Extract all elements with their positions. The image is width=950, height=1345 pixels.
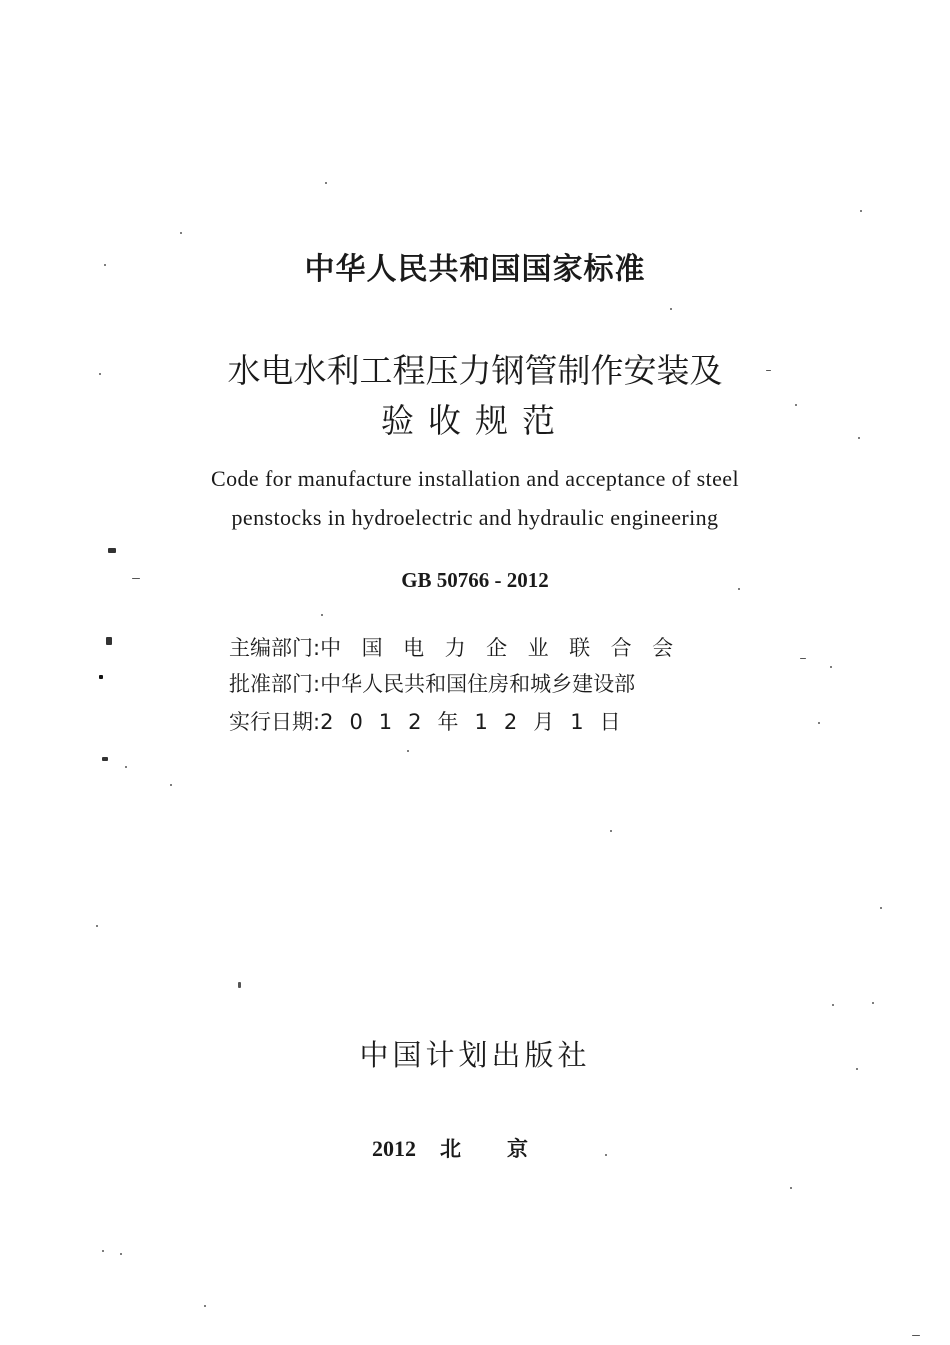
editor-value: 中国电力企业联合会 — [320, 636, 694, 660]
title-zh-line2: 验收规范 — [381, 401, 569, 440]
approver-label: 批准部门: — [229, 672, 321, 696]
approver-row — [229, 668, 635, 698]
editor-label: 主编部门: — [229, 636, 321, 660]
title-en-line2: penstocks in hydroelectric and hydraulic engineering — [231, 505, 719, 530]
effective-date-row — [229, 706, 637, 736]
editor-row — [229, 632, 694, 662]
standard-label: 中华人民共和国国家标准 — [304, 252, 646, 287]
publication-city: 北京 — [440, 1137, 574, 1161]
publication-year: 2012 — [372, 1136, 416, 1161]
publication-line — [372, 1133, 574, 1163]
standard-code: GB 50766 - 2012 — [401, 568, 549, 592]
approver-value: 中华人民共和国住房和城乡建设部 — [320, 672, 636, 696]
effective-date-value: 2012年12月1日 — [320, 710, 637, 734]
title-zh-line1: 水电水利工程压力钢管制作安装及 — [227, 351, 723, 390]
effective-date-label: 实行日期: — [229, 710, 321, 734]
title-en-line1: Code for manufacture installation and acceptance of steel — [211, 466, 739, 491]
publisher-name: 中国计划出版社 — [359, 1038, 591, 1072]
